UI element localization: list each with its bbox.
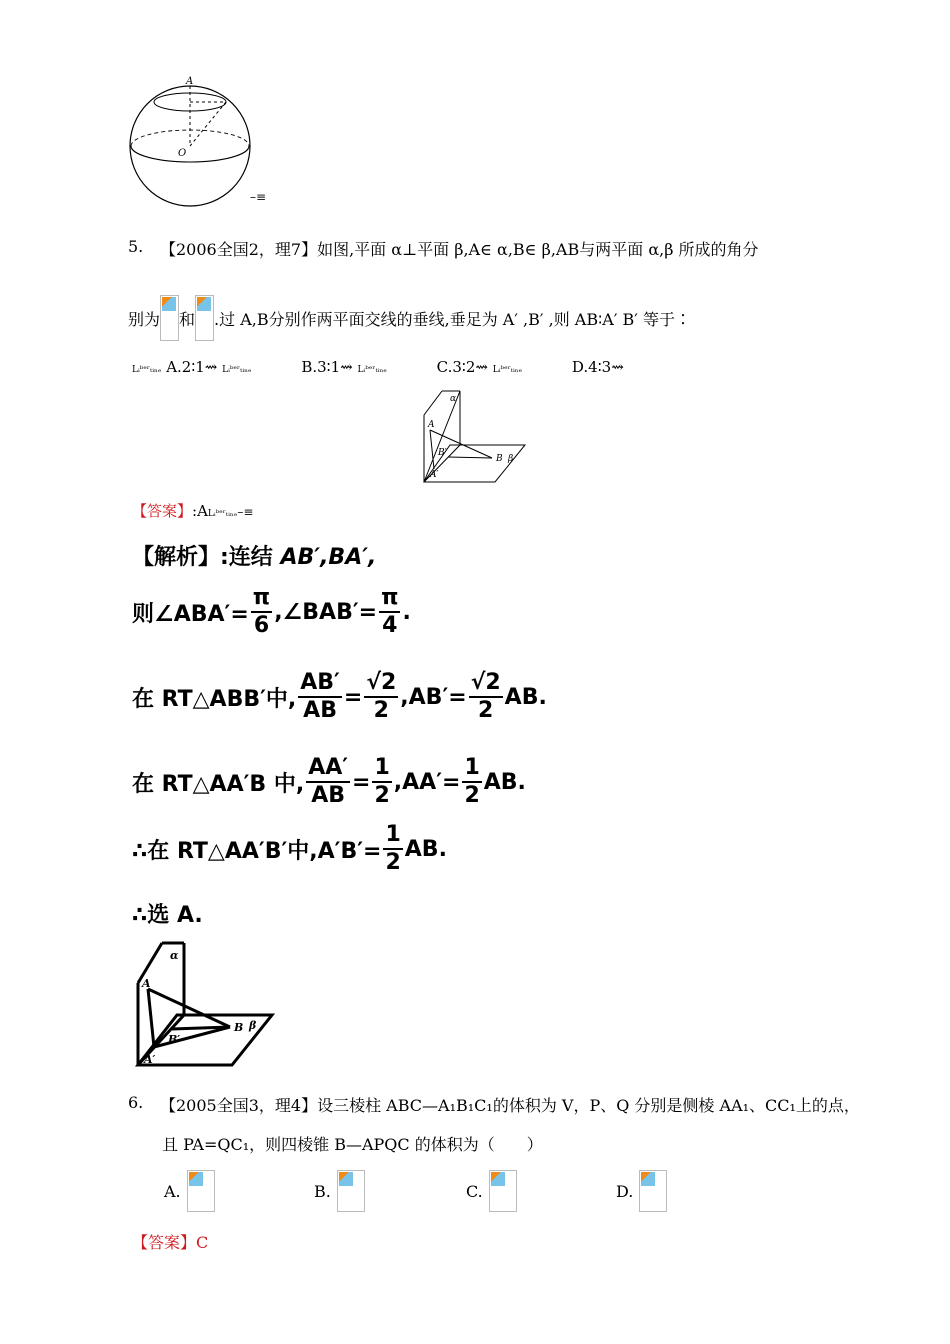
label-beta: β bbox=[249, 1019, 257, 1032]
numerator: 1 bbox=[372, 755, 391, 783]
denominator: 4 bbox=[382, 613, 398, 638]
question-5-options bbox=[132, 358, 624, 376]
denominator: 2 bbox=[374, 783, 390, 808]
text: ,AA′= bbox=[393, 769, 461, 795]
option-d-row bbox=[616, 1170, 667, 1212]
line2-pre: 别为 bbox=[128, 309, 161, 329]
sphere-figure bbox=[128, 70, 268, 210]
denominator: 2 bbox=[385, 850, 401, 875]
glyph: Lᵢᵇᵉʳₜᵢₙₑ bbox=[132, 365, 162, 375]
glyph: Lᵢᵇᵉʳₜᵢₙₑ bbox=[207, 509, 238, 519]
option-d: D.4∶3 bbox=[571, 358, 612, 376]
label-a-prime: A′ bbox=[144, 1053, 156, 1066]
analysis-head-math: AB′,BA′, bbox=[280, 545, 377, 570]
denominator: 2 bbox=[464, 783, 480, 808]
image-placeholder-icon bbox=[187, 1170, 215, 1212]
denominator: AB bbox=[303, 698, 337, 723]
numerator: π bbox=[251, 585, 272, 613]
text: ,AB′= bbox=[400, 684, 467, 710]
arrow-icon: ⇝ bbox=[611, 358, 624, 376]
text: = bbox=[352, 769, 371, 795]
analysis-head bbox=[132, 540, 376, 571]
question-5-line1: 【2006全国2，理7】如图,平面 α⊥平面 β,A∈ α,B∈ β,AB与两平面 α,β 所成的角分 bbox=[160, 240, 759, 259]
line2-and: 和 bbox=[179, 309, 196, 329]
option-a: A.2∶1 bbox=[166, 358, 205, 376]
image-placeholder-icon bbox=[195, 295, 214, 341]
text: 则∠ABA′= bbox=[132, 601, 249, 627]
analysis-line-5 bbox=[132, 822, 447, 876]
option-c-row bbox=[466, 1170, 517, 1212]
planes-figure-bold bbox=[132, 935, 277, 1070]
text: . bbox=[402, 599, 411, 625]
option-b: B. bbox=[314, 1181, 331, 1201]
denominator: 6 bbox=[253, 613, 270, 638]
image-placeholder-icon bbox=[639, 1170, 667, 1212]
answer-6 bbox=[132, 1230, 208, 1253]
analysis-line-2 bbox=[132, 585, 411, 639]
label-b-prime: B′ bbox=[438, 448, 447, 458]
fraction bbox=[251, 585, 272, 639]
answer-5 bbox=[132, 500, 253, 521]
image-placeholder-icon bbox=[160, 295, 179, 341]
answer-tail: –≡ bbox=[237, 505, 254, 519]
fraction bbox=[469, 670, 503, 724]
label-b: B bbox=[234, 1021, 244, 1034]
image-placeholder-icon bbox=[337, 1170, 365, 1212]
option-a-row bbox=[164, 1170, 215, 1212]
option-c: C.3∶2 bbox=[436, 358, 476, 376]
numerator: 1 bbox=[383, 822, 402, 850]
question-6-number: 6. bbox=[128, 1093, 144, 1112]
arrow-icon: ⇝ bbox=[475, 358, 488, 376]
text: ∴在 RT△AA′B′中,A′B′= bbox=[132, 838, 382, 864]
glyph: Lᵢᵇᵉʳₜᵢₙₑ bbox=[357, 365, 387, 375]
denominator: 2 bbox=[373, 698, 389, 723]
text: 在 RT△AA′B 中, bbox=[132, 771, 305, 797]
text: ,∠BAB′= bbox=[274, 599, 378, 625]
numerator: AA′ bbox=[306, 755, 350, 783]
analysis-line-4 bbox=[132, 755, 526, 809]
planes-figure bbox=[420, 385, 530, 485]
image-placeholder-icon bbox=[489, 1170, 517, 1212]
option-c: C. bbox=[466, 1181, 483, 1201]
numerator: π bbox=[379, 585, 400, 613]
answer-label: 【答案】 bbox=[132, 502, 193, 520]
label-b: B bbox=[496, 454, 503, 464]
answer-label: 【答案】 bbox=[132, 1233, 197, 1252]
label-a: A bbox=[186, 76, 194, 87]
label-a: A bbox=[142, 977, 151, 990]
numerator: AB′ bbox=[298, 670, 342, 698]
label-beta: β bbox=[508, 454, 514, 464]
line2-post: .过 A,B分别作两平面交线的垂线,垂足为 A′ ,B′ ,则 AB∶A′ B′ 等于∶ bbox=[214, 309, 692, 329]
label-alpha: α bbox=[170, 949, 179, 962]
question-6-line1: 【2005全国3，理4】设三棱柱 ABC—A₁B₁C₁的体积为 V，P、Q 分别是侧棱 AA₁、CC₁上的点， bbox=[160, 1096, 860, 1115]
question-6-line2: 且 PA=QC₁，则四棱锥 B—APQC 的体积为（ ） bbox=[162, 1135, 543, 1154]
fraction bbox=[306, 755, 350, 809]
fraction bbox=[372, 755, 391, 809]
glyph: Lᵢᵇᵉʳₜᵢₙₑ bbox=[222, 365, 252, 375]
denominator: AB bbox=[311, 783, 346, 808]
option-a: A. bbox=[164, 1181, 181, 1201]
figure-mark: –≡ bbox=[250, 190, 267, 204]
numerator: √2 bbox=[469, 670, 503, 698]
label-b-prime: B′ bbox=[168, 1033, 181, 1046]
arrow-icon: ⇝ bbox=[340, 358, 353, 376]
text: AB. bbox=[404, 836, 447, 862]
option-d: D. bbox=[616, 1181, 634, 1201]
fraction bbox=[462, 755, 481, 809]
option-b: B.3∶1 bbox=[301, 358, 341, 376]
answer-value: :A bbox=[192, 502, 208, 520]
question-5-number: 5. bbox=[128, 237, 144, 256]
answer-value: C bbox=[196, 1233, 209, 1252]
fraction bbox=[298, 670, 342, 724]
text: AB. bbox=[483, 769, 526, 795]
text: = bbox=[343, 684, 363, 710]
numerator: √2 bbox=[364, 670, 398, 698]
label-a-prime: A′ bbox=[430, 470, 439, 480]
fraction bbox=[364, 670, 398, 724]
arrow-icon: ⇝ bbox=[204, 358, 218, 376]
numerator: 1 bbox=[462, 755, 481, 783]
fraction bbox=[383, 822, 402, 876]
text: AB. bbox=[504, 684, 547, 710]
analysis-line-3 bbox=[132, 670, 547, 724]
glyph: Lᵢᵇᵉʳₜᵢₙₑ bbox=[492, 365, 523, 375]
analysis-conclusion: ∴选 A. bbox=[132, 903, 203, 928]
denominator: 2 bbox=[478, 698, 494, 723]
fraction bbox=[379, 585, 400, 639]
label-o: O bbox=[178, 148, 187, 159]
analysis-title: 【解析】:连结 bbox=[132, 545, 281, 570]
option-b-row bbox=[314, 1170, 365, 1212]
text: 在 RT△ABB′中, bbox=[132, 686, 297, 712]
label-alpha: α bbox=[450, 394, 457, 404]
question-5-line2 bbox=[128, 295, 691, 341]
label-a: A bbox=[428, 420, 435, 430]
